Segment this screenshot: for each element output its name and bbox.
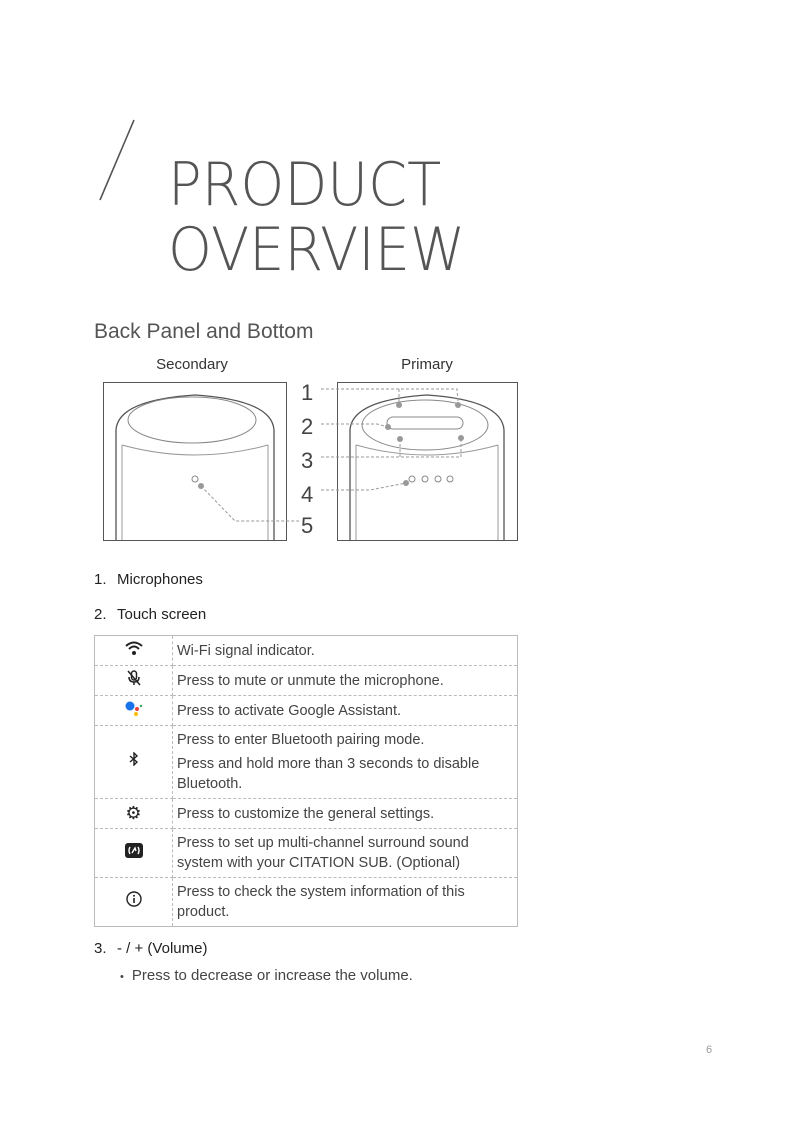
row-text: Press to customize the general settings. xyxy=(177,805,435,822)
page-title-line1: PRODUCT xyxy=(168,150,442,220)
row-text: Press to check the system information of this product. xyxy=(177,884,465,920)
row-text: Press to activate Google Assistant. xyxy=(177,702,402,719)
mic-mute-icon xyxy=(127,670,141,686)
secondary-label: Secondary xyxy=(156,356,228,373)
bluetooth-icon xyxy=(129,752,139,766)
callout-4: 4 xyxy=(301,482,314,507)
list-num: 2. xyxy=(94,606,107,623)
page-title-line2: OVERVIEW xyxy=(168,215,466,285)
row-text: Press to mute or unmute the microphone. xyxy=(177,672,444,689)
row-text: Wi-Fi signal indicator. xyxy=(177,642,315,659)
gear-icon: ⚙ xyxy=(125,802,142,823)
touch-screen-table xyxy=(94,635,518,927)
list-num: 3. xyxy=(94,940,107,957)
speaker-diagram xyxy=(0,0,793,560)
list-item-microphones xyxy=(94,571,203,588)
table-row xyxy=(95,636,518,666)
list-item-volume xyxy=(94,940,207,957)
callout-5: 5 xyxy=(301,513,314,538)
callout-1: 1 xyxy=(301,380,314,405)
bullet-text: Press to decrease or increase the volume. xyxy=(131,967,413,984)
volume-bullet xyxy=(120,967,413,984)
row-text: Press and hold more than 3 seconds to disable Bluetooth. xyxy=(177,756,480,792)
table-row xyxy=(95,726,518,799)
row-text: Press to enter Bluetooth pairing mode. xyxy=(177,732,425,748)
info-icon xyxy=(126,891,142,907)
table-row xyxy=(95,829,518,878)
row-text: Press to set up multi-channel surround sound system with your CITATION SUB. (Optional) xyxy=(177,835,469,871)
surround-icon xyxy=(125,843,143,858)
callout-2: 2 xyxy=(301,414,314,439)
list-label: Touch screen xyxy=(117,606,207,623)
table-row xyxy=(95,696,518,726)
page-number: 6 xyxy=(706,1044,713,1056)
section-heading: Back Panel and Bottom xyxy=(94,320,314,343)
list-num: 1. xyxy=(94,571,107,588)
bullet-icon: • xyxy=(120,971,124,983)
callout-numbers xyxy=(301,376,313,543)
google-assistant-icon xyxy=(125,700,143,716)
table-row xyxy=(95,878,518,927)
primary-label: Primary xyxy=(401,356,453,373)
table-row xyxy=(95,666,518,696)
list-label: Microphones xyxy=(117,571,203,588)
wifi-icon xyxy=(125,641,143,655)
callout-3: 3 xyxy=(301,448,314,473)
list-label: - / + (Volume) xyxy=(117,940,208,957)
table-row xyxy=(95,799,518,829)
list-item-touch-screen xyxy=(94,606,206,623)
